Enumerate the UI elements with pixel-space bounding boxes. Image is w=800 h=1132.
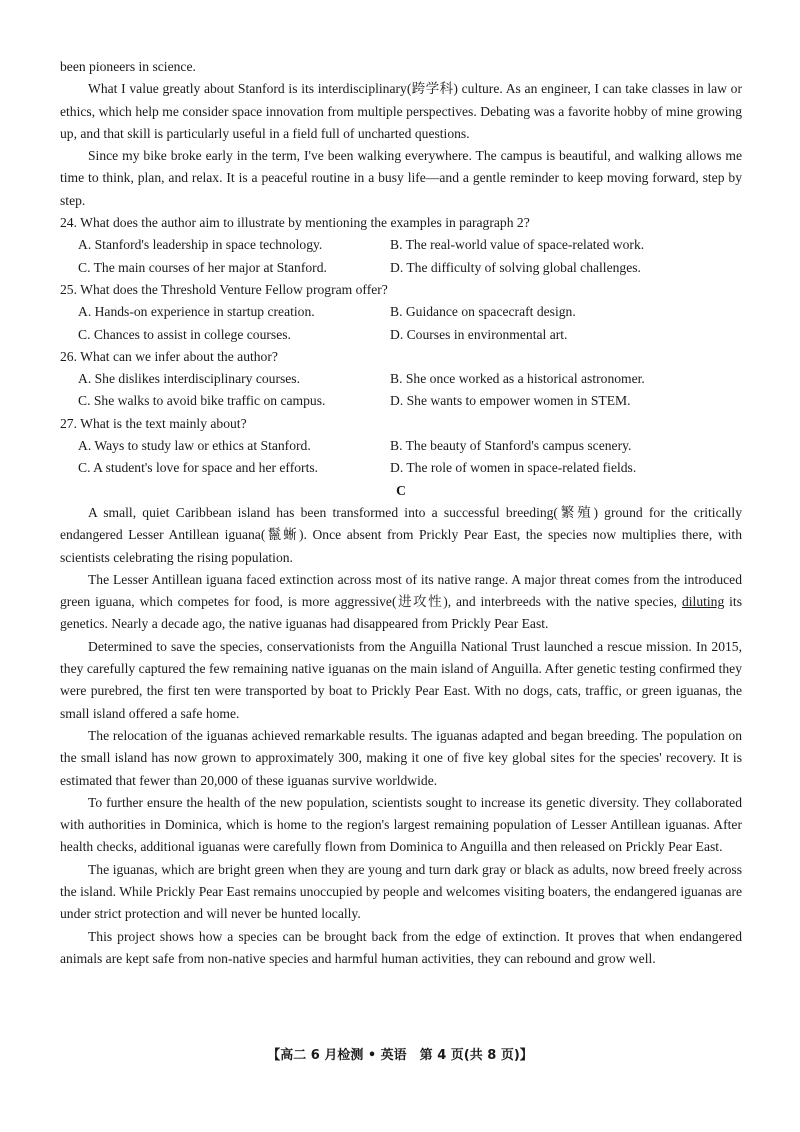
paragraph: What I value greatly about Stanford is its interdisciplinary(跨学科) culture. As an engineer, I can take classes in law or ethics, which help me consider space innovation from multiple perspectives. Debating was a favorite hobby of mine growing up, and that skill is particularly useful in a field full of uncharted questions. [60, 81, 742, 141]
question-stem: 27. What is the text mainly about? [60, 415, 247, 431]
option-d: D. The role of women in space-related fields. [390, 460, 637, 476]
underlined-word: diluting [681, 594, 725, 610]
paragraph: To further ensure the health of the new population, scientists sought to increase its genetic diversity. They collaborated with authorities in Dominica, which is home to the region's largest remaining population of Lesser Antillean iguanas. After health checks, additional iguanas were carefully flown from Dominica to Anguilla and then released on Prickly Pear East. [60, 794, 742, 855]
paragraph [60, 569, 742, 636]
option-d: D. Courses in environmental art. [390, 326, 568, 342]
question-27 [60, 413, 742, 480]
option-c: C. She walks to avoid bike traffic on campus. [78, 393, 326, 409]
option-b: B. She once worked as a historical astronomer. [390, 371, 645, 387]
option-b: B. The beauty of Stanford's campus scenery. [390, 438, 632, 454]
question-stem: 26. What can we infer about the author? [60, 348, 278, 364]
option-d: D. She wants to empower women in STEM. [390, 393, 631, 409]
paragraph: Since my bike broke early in the term, I've been walking everywhere. The campus is beautiful, and walking allows me time to think, plan, and relax. It is a peaceful routine in a busy life—and a gentle reminder to keep moving forward, step by step. [60, 148, 742, 208]
page-footer: 【高二 6 月检测 • 英语 第 4 页(共 8 页)】 [267, 1048, 533, 1063]
option-b: B. Guidance on spacecraft design. [390, 304, 576, 320]
text-run: its genetics. Nearly a decade ago, the native iguanas had disappeared from Prickly Pear East. [60, 594, 742, 632]
text-run: The Lesser Antillean iguana faced extinction across most of its native range. A major threat comes from the introduced green iguana, which competes for food, is more aggressive(进攻性), and interbreeds with the native species, [60, 571, 742, 610]
question-24 [60, 212, 742, 279]
paragraph: Determined to save the species, conservationists from the Anguilla National Trust launched a rescue mission. In 2015, they carefully captured the few remaining native iguanas on the main island of Anguilla. After genetic testing confirmed they were purebred, the first ten were transported by boat to Prickly Pear East. With no dogs, cats, traffic, or green iguanas, the small island offered a safe home. [60, 638, 742, 721]
option-b: B. The real-world value of space-related work. [390, 237, 645, 253]
paragraph: The relocation of the iguanas achieved remarkable results. The iguanas adapted and began breeding. The population on the small island has now grown to approximately 300, making it one of five key global sites for the species' recovery. It is estimated that fewer than 20,000 of these iguanas survive worldwide. [60, 727, 742, 788]
question-25 [60, 279, 742, 346]
paragraph: The iguanas, which are bright green when they are young and turn dark gray or black as adults, now breed freely across the island. While Prickly Pear East remains unoccupied by people and welcomes visiting boaters, the endangered iguanas are under strict protection and will never be hunted locally. [60, 861, 742, 922]
section-label: C [396, 482, 406, 498]
paragraph: This project shows how a species can be brought back from the edge of extinction. It proves that when endangered animals are kept safe from non-native species and harmful human activities, they can rebound and grow well. [60, 928, 742, 966]
question-stem: 24. What does the author aim to illustrate by mentioning the examples in paragraph 2? [60, 215, 530, 231]
option-c: C. The main courses of her major at Stanford. [78, 259, 327, 275]
option-a: A. She dislikes interdisciplinary courses. [78, 371, 300, 387]
question-stem: 25. What does the Threshold Venture Fellow program offer? [60, 281, 388, 297]
question-26 [60, 346, 742, 413]
option-d: D. The difficulty of solving global challenges. [390, 259, 641, 275]
exam-page [60, 56, 742, 970]
option-a: A. Ways to study law or ethics at Stanford. [78, 438, 311, 454]
option-a: A. Hands-on experience in startup creation. [78, 304, 315, 320]
paragraph: A small, quiet Caribbean island has been transformed into a successful breeding(繁殖) ground for the critically endangered Lesser Antillean iguana(鬣蜥). Once absent from Prickly Pear East, the species now multiplies there, with scientists celebrating the rising population. [60, 504, 742, 565]
option-c: C. Chances to assist in college courses. [78, 326, 291, 342]
option-c: C. A student's love for space and her efforts. [78, 460, 319, 476]
paragraph: been pioneers in science. [60, 59, 196, 74]
option-a: A. Stanford's leadership in space technology. [78, 237, 323, 253]
